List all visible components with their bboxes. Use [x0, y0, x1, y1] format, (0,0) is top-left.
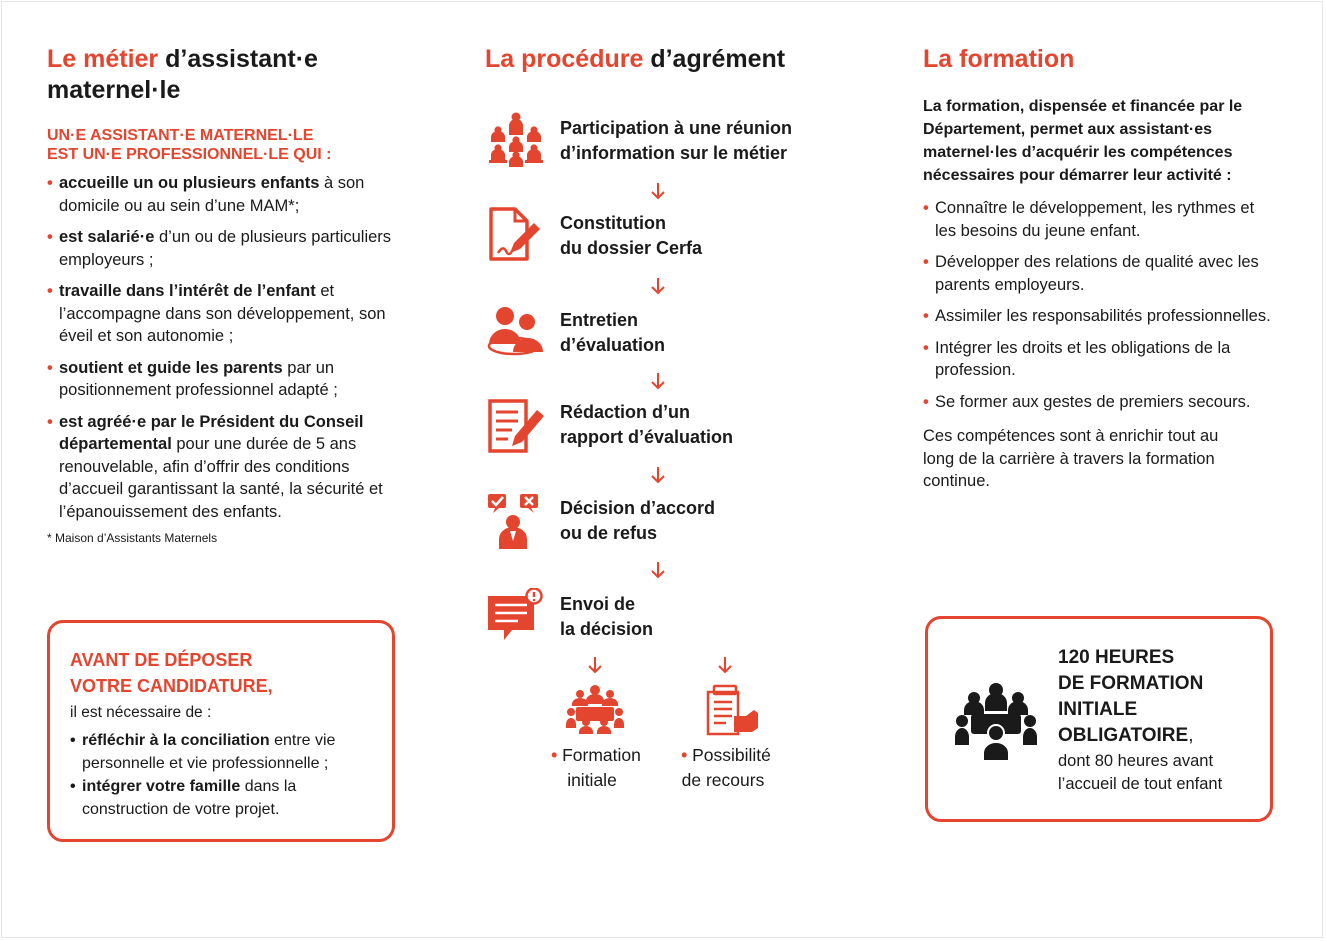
procedure-step-envoi: Envoi de la décision: [486, 588, 826, 648]
list-item: • Intégrer les droits et les obligations de la profession.: [923, 337, 1275, 382]
list-item: • Se former aux gestes de premiers secours.: [923, 391, 1275, 414]
arrow-down-icon: [587, 656, 603, 674]
decision-person-icon: [486, 492, 546, 552]
hours-box: [925, 616, 1273, 822]
procedure-step-rapport: Rédaction d’un rapport d’évaluation: [486, 396, 826, 456]
hours-text: 120 HEURES DE FORMATION INITIALE OBLIGATOIRE, dont 80 heures avant l’accueil de tout enfant: [1058, 647, 1223, 793]
metier-list: [47, 172, 417, 523]
arrow-down-icon: [650, 561, 666, 579]
document-pen-icon: [486, 205, 546, 265]
list-item: • Connaître le développement, les rythmes et les besoins du jeune enfant.: [923, 197, 1275, 242]
formation-list: [923, 197, 1275, 413]
list-item: • soutient et guide les parents par un positionnement professionnel adapté ;: [47, 357, 417, 402]
list-item: • Développer des relations de qualité avec les parents employeurs.: [923, 251, 1275, 296]
candidature-box: [47, 620, 395, 842]
meeting-group-icon: [486, 110, 546, 170]
arrow-down-icon: [650, 466, 666, 484]
procedure-step-decision: Décision d’accord ou de refus: [486, 492, 826, 552]
metier-title: Le métier d’assistant·e maternel·le: [47, 45, 318, 104]
formation-outro: Ces compétences sont à enrichir tout au long de la carrière à travers la formation continue.: [923, 427, 1219, 490]
training-group-icon: [566, 684, 624, 734]
list-item: • Assimiler les responsabilités professionnelles.: [923, 305, 1275, 328]
formation-intro: La formation, dispensée et financée par le Département, permet aux assistant·es maternel·les d’acquérir les compétences nécessaires pour démarrer leur activité :: [923, 98, 1243, 184]
appeal-documents-icon: [704, 684, 760, 736]
procedure-step-entretien: Entretien d’évaluation: [486, 302, 826, 362]
interview-people-icon: [486, 302, 546, 362]
message-alert-icon: [486, 588, 546, 648]
arrow-down-icon: [650, 372, 666, 390]
metier-section: [47, 44, 417, 546]
procedure-step-information: Participation à une réunion d’information sur le métier: [486, 110, 826, 170]
procedure-step-dossier: Constitution du dossier Cerfa: [486, 205, 826, 265]
formation-section: [923, 44, 1293, 493]
list-item: • réfléchir à la conciliation entre vie personnelle et vie professionnelle ;: [70, 730, 372, 775]
arrow-down-icon: [717, 656, 733, 674]
candidature-list: [70, 730, 372, 821]
report-writing-icon: [486, 396, 546, 456]
candidature-title: AVANT DE DÉPOSER VOTRE CANDIDATURE,: [70, 650, 273, 696]
list-item: • est salarié·e d’un ou de plusieurs particuliers employeurs ;: [47, 226, 417, 271]
procedure-title: La procédure d’agrément: [485, 45, 786, 73]
metier-subhead: UN·E ASSISTANT·E MATERNEL·LE EST UN·E PROFESSIONNEL·LE QUI :: [47, 127, 332, 163]
meeting-table-icon: [955, 681, 1037, 763]
footnote: * Maison d’Assistants Maternels: [47, 531, 218, 545]
arrow-down-icon: [650, 277, 666, 295]
list-item: • est agréé·e par le Président du Conseil départemental pour une durée de 5 ans renouvelable, afin d’offrir des conditions d’accueil garantissant la santé, la sécurité et l’épanouissement des enfants.: [47, 411, 417, 524]
candidature-intro: il est nécessaire de :: [70, 704, 212, 721]
arrow-down-icon: [650, 182, 666, 200]
result-possibilite-recours: • Possibilité de recours: [681, 745, 771, 790]
result-formation-initiale: • Formation initiale: [551, 745, 641, 790]
formation-title: La formation: [923, 45, 1075, 73]
list-item: • intégrer votre famille dans la construction de votre projet.: [70, 776, 372, 821]
list-item: • travaille dans l’intérêt de l’enfant et l’accompagne dans son développement, son éveil et son autonomie ;: [47, 280, 417, 348]
list-item: • accueille un ou plusieurs enfants à son domicile ou au sein d’une MAM*;: [47, 172, 417, 217]
